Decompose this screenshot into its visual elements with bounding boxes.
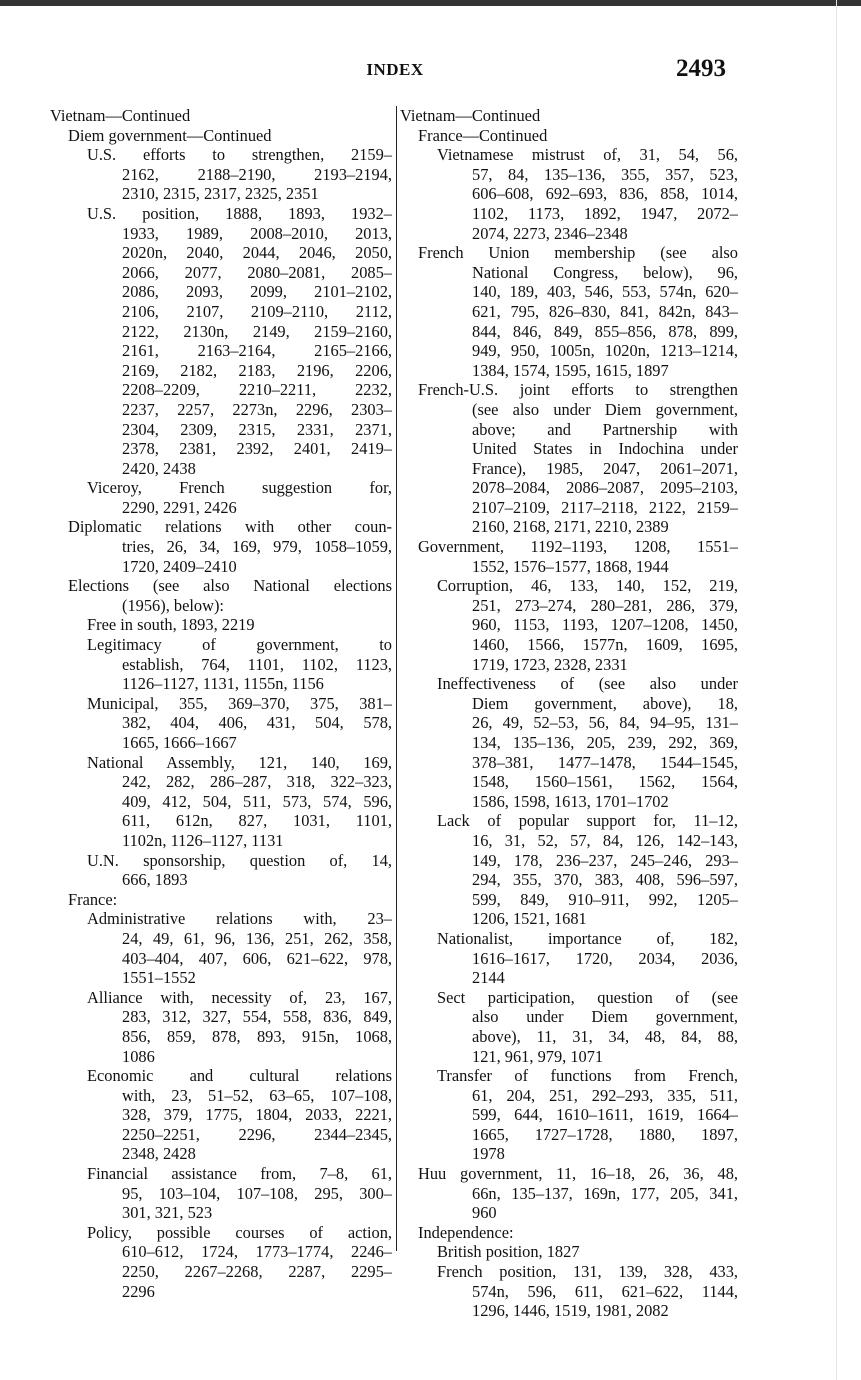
index-line: Diem government—Continued xyxy=(68,125,272,145)
index-line: 1296, 1446, 1519, 1981, 2082 xyxy=(472,1301,669,1321)
index-line: Policy, possible courses of action, xyxy=(87,1222,392,1242)
index-line: 2296 xyxy=(122,1281,155,1301)
index-line: 251, 273–274, 280–281, 286, 379, xyxy=(472,595,738,615)
index-line: 134, 135–136, 205, 239, 292, 369, xyxy=(472,733,738,752)
index-line: 1126–1127, 1131, 1155n, 1156 xyxy=(122,674,324,694)
index-line: also under Diem government, xyxy=(472,1007,738,1027)
index-line: 2078–2084, 2086–2087, 2095–2103, xyxy=(472,478,738,498)
index-line: 294, 355, 370, 383, 408, 596–597, xyxy=(472,870,738,890)
index-line: above; and Partnership with xyxy=(472,419,738,439)
index-line: tries, 26, 34, 169, 979, 1058–1059, xyxy=(122,537,392,557)
index-line: Huu government, 11, 16–18, 26, 36, 48, xyxy=(418,1164,738,1184)
index-line: Lack of popular support for, 11–12, xyxy=(437,811,738,831)
index-line: Economic and cultural relations xyxy=(87,1066,392,1086)
index-line: Government, 1192–1193, 1208, 1551– xyxy=(418,537,738,557)
index-line: 1551–1552 xyxy=(122,968,196,988)
index-line: 283, 312, 327, 554, 558, 836, 849, xyxy=(122,1007,392,1027)
index-line: U.N. sponsorship, question of, 14, xyxy=(87,850,392,870)
index-line: 2250, 2267–2268, 2287, 2295– xyxy=(122,1262,392,1282)
index-line: Legitimacy of government, to xyxy=(87,635,392,655)
index-line: 378–381, 1477–1478, 1544–1545, xyxy=(472,752,738,772)
index-line: 1978 xyxy=(472,1144,505,1164)
index-line: 1665, 1727–1728, 1880, 1897, xyxy=(472,1124,738,1144)
index-line: 606–608, 692–693, 836, 858, 1014, xyxy=(472,184,738,204)
index-line: Financial assistance from, 7–8, 61, xyxy=(87,1164,392,1184)
index-line: 1719, 1723, 2328, 2331 xyxy=(472,654,628,674)
index-line: with, 23, 51–52, 63–65, 107–108, xyxy=(122,1085,392,1105)
index-line: 2237, 2257, 2273n, 2296, 2303– xyxy=(122,399,392,419)
index-line: 61, 204, 251, 292–293, 335, 511, xyxy=(472,1085,738,1105)
index-line: establish, 764, 1101, 1102, 1123, xyxy=(122,654,392,674)
index-line: 403–404, 407, 606, 621–622, 978, xyxy=(122,948,392,968)
index-line: 66n, 135–137, 169n, 177, 205, 341, xyxy=(472,1183,738,1203)
index-line: United States in Indochina under xyxy=(472,439,738,459)
index-line: 1616–1617, 1720, 2034, 2036, xyxy=(472,948,738,968)
index-line: 2304, 2309, 2315, 2331, 2371, xyxy=(122,419,392,439)
index-line: 2066, 2077, 2080–2081, 2085– xyxy=(122,262,392,282)
index-line: 2086, 2093, 2099, 2101–2102, xyxy=(122,282,392,302)
index-line: French Union membership (see also xyxy=(418,243,738,263)
index-line: 610–612, 1724, 1773–1774, 2246– xyxy=(122,1242,392,1262)
index-line: 16, 31, 52, 57, 84, 126, 142–143, xyxy=(472,830,738,850)
page-title: INDEX xyxy=(366,60,424,79)
column-divider xyxy=(396,106,397,1251)
index-line: 95, 103–104, 107–108, 295, 300– xyxy=(122,1183,392,1203)
index-line: 409, 412, 504, 511, 573, 574, 596, xyxy=(122,791,392,811)
index-line: 666, 1893 xyxy=(122,870,188,890)
index-line: 1665, 1666–1667 xyxy=(122,733,237,752)
index-line: 1548, 1560–1561, 1562, 1564, xyxy=(472,772,738,792)
index-line: 2074, 2273, 2346–2348 xyxy=(472,223,628,243)
index-line: 844, 846, 849, 855–856, 878, 899, xyxy=(472,321,738,341)
index-line: Vietnam—Continued xyxy=(400,106,541,125)
index-line: 1552, 1576–1577, 1868, 1944 xyxy=(472,556,669,576)
index-line: 26, 49, 52–53, 56, 84, 94–95, 131– xyxy=(472,713,738,733)
page-edge-shadow xyxy=(836,0,837,1380)
index-line: 140, 189, 403, 546, 553, 574n, 620– xyxy=(472,282,738,302)
index-line: 2348, 2428 xyxy=(122,1144,196,1164)
index-line: 1102, 1173, 1892, 1947, 2072– xyxy=(472,203,738,223)
index-line: 2161, 2163–2164, 2165–2166, xyxy=(122,341,392,361)
index-line: France—Continued xyxy=(418,125,548,145)
index-line: 1460, 1566, 1577n, 1609, 1695, xyxy=(472,635,738,655)
index-line: Sect participation, question of (see xyxy=(437,987,738,1007)
page-number: 2493 xyxy=(676,55,726,82)
index-line: French-U.S. joint efforts to strengthen xyxy=(418,380,738,400)
top-rule xyxy=(0,0,861,6)
index-line: Municipal, 355, 369–370, 375, 381– xyxy=(87,693,392,713)
index-line: 2169, 2182, 2183, 2196, 2206, xyxy=(122,360,392,380)
index-line: 301, 321, 523 xyxy=(122,1203,213,1223)
index-line: above), 11, 31, 34, 48, 84, 88, xyxy=(472,1026,738,1046)
index-line: Vietnamese mistrust of, 31, 54, 56, xyxy=(437,145,738,165)
index-line: 1102n, 1126–1127, 1131 xyxy=(122,830,284,850)
index-line: 382, 404, 406, 431, 504, 578, xyxy=(122,713,392,733)
index-line: Ineffectiveness of (see also under xyxy=(437,674,738,694)
index-line: 611, 612n, 827, 1031, 1101, xyxy=(122,811,392,831)
index-line: National Assembly, 121, 140, 169, xyxy=(87,752,392,772)
index-line: Diem government, above), 18, xyxy=(472,693,738,713)
index-line: 856, 859, 878, 893, 915n, 1068, xyxy=(122,1026,392,1046)
index-line: 621, 795, 826–830, 841, 842n, 843– xyxy=(472,301,738,321)
index-line: Vietnam—Continued xyxy=(50,106,191,125)
index-line: Transfer of functions from French, xyxy=(437,1066,738,1086)
index-line: France: xyxy=(68,889,118,909)
index-line: 599, 644, 1610–1611, 1619, 1664– xyxy=(472,1105,738,1125)
index-line: 1206, 1521, 1681 xyxy=(472,909,587,929)
index-line: 57, 84, 135–136, 355, 357, 523, xyxy=(472,164,738,184)
index-line: 960 xyxy=(472,1203,497,1223)
index-line: (1956), below): xyxy=(122,595,224,615)
index-line: 1586, 1598, 1613, 1701–1702 xyxy=(472,791,669,811)
index-line: 2122, 2130n, 2149, 2159–2160, xyxy=(122,321,392,341)
index-line: Independence: xyxy=(418,1222,514,1242)
index-line: 2160, 2168, 2171, 2210, 2389 xyxy=(472,517,669,537)
index-line: France), 1985, 2047, 2061–2071, xyxy=(472,458,738,478)
index-line: U.S. efforts to strengthen, 2159– xyxy=(87,145,392,165)
index-line: 2378, 2381, 2392, 2401, 2419– xyxy=(122,439,392,459)
index-line: 2310, 2315, 2317, 2325, 2351 xyxy=(122,184,319,204)
index-line: 2144 xyxy=(472,968,505,988)
index-line: Viceroy, French suggestion for, xyxy=(87,478,392,498)
index-line: British position, 1827 xyxy=(437,1242,580,1262)
index-line: 149, 178, 236–237, 245–246, 293– xyxy=(472,850,738,870)
index-line: 574n, 596, 611, 621–622, 1144, xyxy=(472,1281,738,1301)
index-line: French position, 131, 139, 328, 433, xyxy=(437,1262,738,1282)
index-line: 121, 961, 979, 1071 xyxy=(472,1046,604,1066)
index-line: 2162, 2188–2190, 2193–2194, xyxy=(122,164,392,184)
index-line: Free in south, 1893, 2219 xyxy=(87,615,255,635)
index-line: 2420, 2438 xyxy=(122,458,196,478)
index-line: 2106, 2107, 2109–2110, 2112, xyxy=(122,301,392,321)
index-line: Administrative relations with, 23– xyxy=(87,909,392,929)
index-line: 2107–2109, 2117–2118, 2122, 2159– xyxy=(472,497,738,517)
index-line: (see also under Diem government, xyxy=(472,399,738,419)
index-line: National Congress, below), 96, xyxy=(472,262,738,282)
index-line: Corruption, 46, 133, 140, 152, 219, xyxy=(437,576,738,596)
index-line: Diplomatic relations with other coun- xyxy=(68,517,392,537)
left-index-column xyxy=(50,106,392,1301)
right-index-column xyxy=(400,106,738,1321)
index-line: 1384, 1574, 1595, 1615, 1897 xyxy=(472,360,669,380)
index-line: Nationalist, importance of, 182, xyxy=(437,928,738,948)
index-line: 328, 379, 1775, 1804, 2033, 2221, xyxy=(122,1105,392,1125)
index-line: 599, 849, 910–911, 992, 1205– xyxy=(472,889,738,909)
index-line: 2290, 2291, 2426 xyxy=(122,497,237,517)
index-line: 949, 950, 1005n, 1020n, 1213–1214, xyxy=(472,341,738,361)
index-line: 960, 1153, 1193, 1207–1208, 1450, xyxy=(472,615,738,635)
index-line: 24, 49, 61, 96, 136, 251, 262, 358, xyxy=(122,928,392,948)
index-line: 242, 282, 286–287, 318, 322–323, xyxy=(122,772,392,792)
index-line: 1933, 1989, 2008–2010, 2013, xyxy=(122,223,392,243)
index-line: 1720, 2409–2410 xyxy=(122,556,237,576)
index-line: 1086 xyxy=(122,1046,155,1066)
index-line: Elections (see also National elections xyxy=(68,576,392,596)
index-line: 2208–2209, 2210–2211, 2232, xyxy=(122,380,392,400)
index-line: 2250–2251, 2296, 2344–2345, xyxy=(122,1124,392,1144)
index-line: U.S. position, 1888, 1893, 1932– xyxy=(87,203,392,223)
index-line: 2020n, 2040, 2044, 2046, 2050, xyxy=(122,243,392,263)
index-line: Alliance with, necessity of, 23, 167, xyxy=(87,987,392,1007)
